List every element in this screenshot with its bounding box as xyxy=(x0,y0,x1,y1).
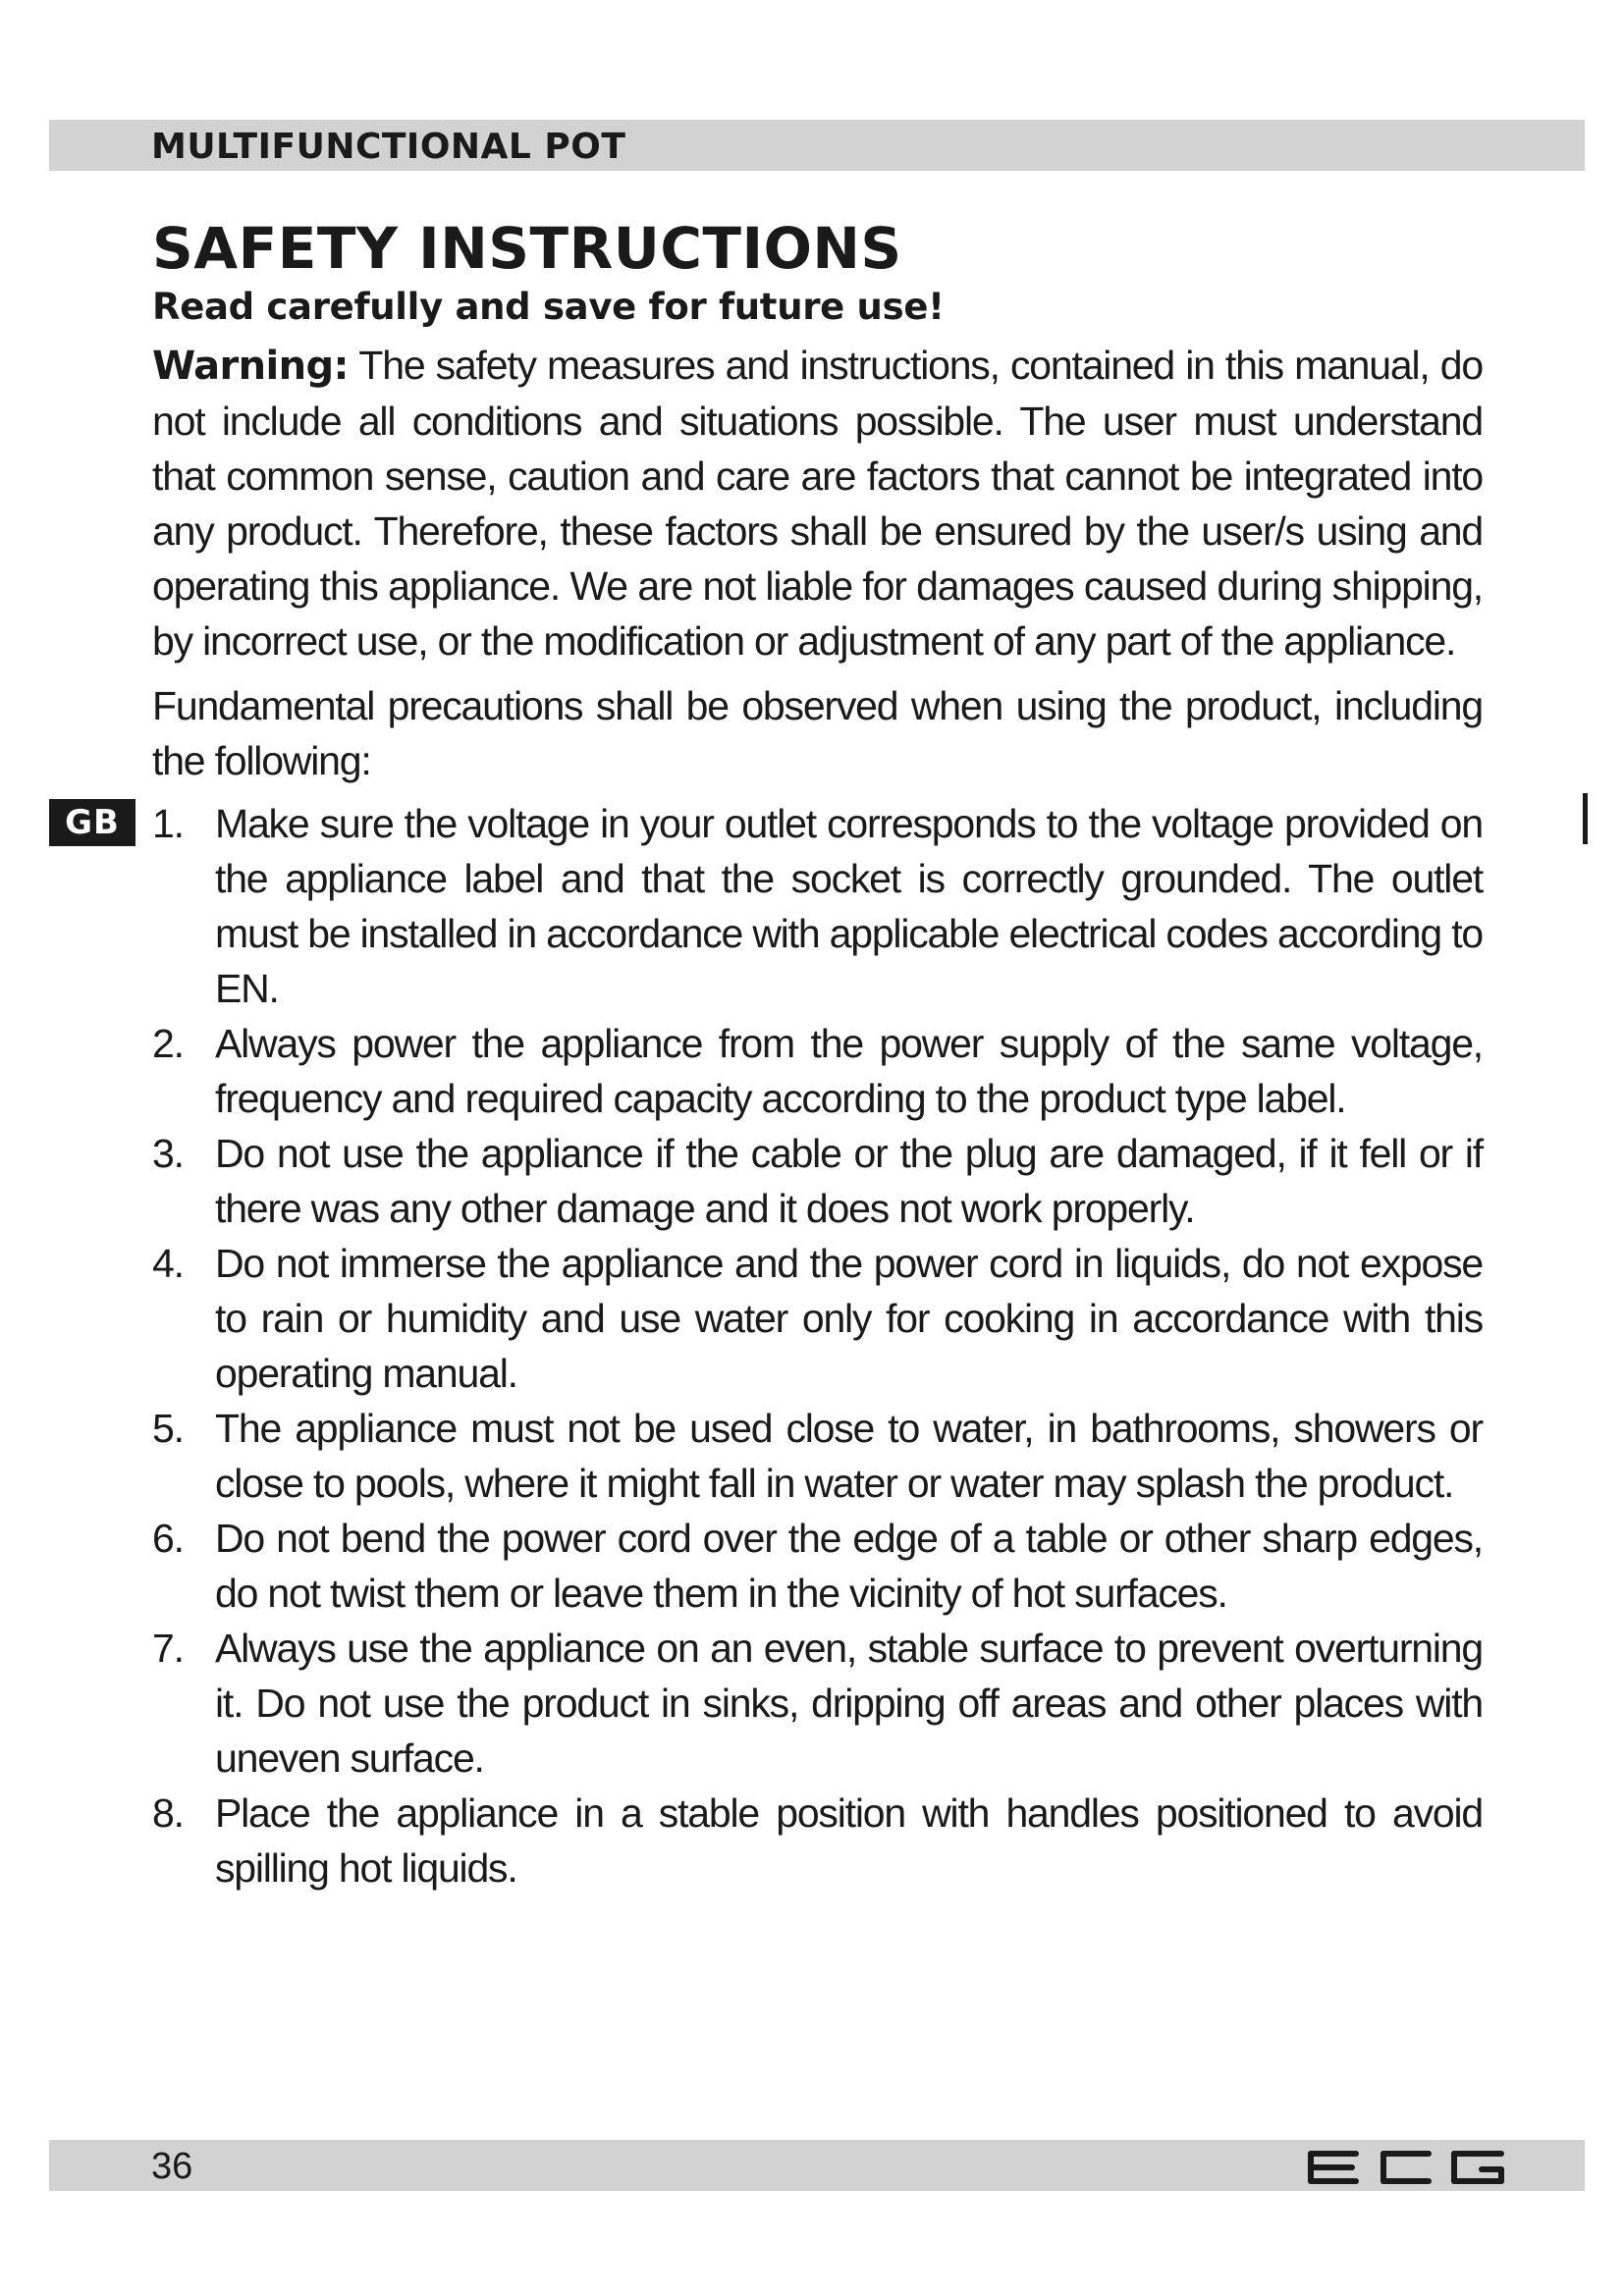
list-item xyxy=(152,1786,1483,1896)
item-text: Do not use the appliance if the cable or the plug are damaged, if it fell or if there was any other damage and it does not work properly. xyxy=(215,1131,1483,1231)
list-item xyxy=(152,1401,1483,1511)
language-tab-badge: GB xyxy=(49,799,135,846)
item-text: Always power the appliance from the power supply of the same voltage, frequency and required capacity according to the product type label. xyxy=(215,1021,1483,1121)
item-text: Always use the appliance on an even, stable surface to prevent overturning it. Do not use the product in sinks, dripping off areas and other places with uneven surface. xyxy=(215,1626,1483,1781)
page-subtitle: Read carefully and save for future use! xyxy=(152,286,945,328)
item-number: 5. xyxy=(152,1406,184,1451)
item-text: Place the appliance in a stable position with handles positioned to avoid spilling hot liquids. xyxy=(215,1790,1483,1891)
item-number: 3. xyxy=(152,1131,184,1176)
page-title: SAFETY INSTRUCTIONS xyxy=(152,215,902,282)
list-item xyxy=(152,1511,1483,1621)
list-item xyxy=(152,1236,1483,1401)
header-title: MULTIFUNCTIONAL POT xyxy=(151,127,626,167)
header-bar xyxy=(49,120,1585,171)
footer-bar xyxy=(49,2140,1585,2191)
item-text: Do not immerse the appliance and the power cord in liquids, do not expose to rain or humidity and use water only for cooking in accordance with this operating manual. xyxy=(215,1241,1483,1396)
item-number: 8. xyxy=(152,1790,184,1836)
list-item xyxy=(152,1016,1483,1126)
warning-text: The safety measures and instructions, contained in this manual, do not include all conditions and situations possible. The user must understand that common sense, caution and care are factors that cannot be integrated into any product. Therefore, these factors shall be ensured by the user/s using and operating this appliance. We are not liable for damages caused during shipping, by incorrect use, or the modification or adjustment of any part of the appliance. xyxy=(152,343,1483,664)
item-text: Make sure the voltage in your outlet corresponds to the voltage provided on the appliance label and that the socket is correctly grounded. The outlet must be installed in accordance with applicable electrical codes according to EN. xyxy=(215,801,1483,1011)
warning-label: Warning: xyxy=(152,344,349,389)
item-number: 2. xyxy=(152,1021,184,1066)
list-item xyxy=(152,1621,1483,1786)
item-text: Do not bend the power cord over the edge of a table or other sharp edges, do not twist them or leave them in the vicinity of hot surfaces. xyxy=(215,1516,1483,1616)
item-number: 4. xyxy=(152,1241,184,1286)
safety-instructions-list xyxy=(152,796,1483,1896)
warning-paragraph xyxy=(152,338,1483,668)
margin-mark xyxy=(1583,793,1588,844)
item-number: 1. xyxy=(152,801,184,846)
ecg-logo xyxy=(1304,2148,1510,2187)
page-number: 36 xyxy=(151,2146,193,2187)
item-number: 7. xyxy=(152,1626,184,1671)
item-number: 6. xyxy=(152,1516,184,1561)
item-text: The appliance must not be used close to water, in bathrooms, showers or close to pools, where it might fall in water or water may splash the product. xyxy=(215,1406,1483,1506)
intro-paragraph: Fundamental precautions shall be observed when using the product, including the following: xyxy=(152,683,1483,783)
list-item xyxy=(152,1126,1483,1236)
main-content xyxy=(152,214,1483,1896)
list-item xyxy=(152,796,1483,1016)
